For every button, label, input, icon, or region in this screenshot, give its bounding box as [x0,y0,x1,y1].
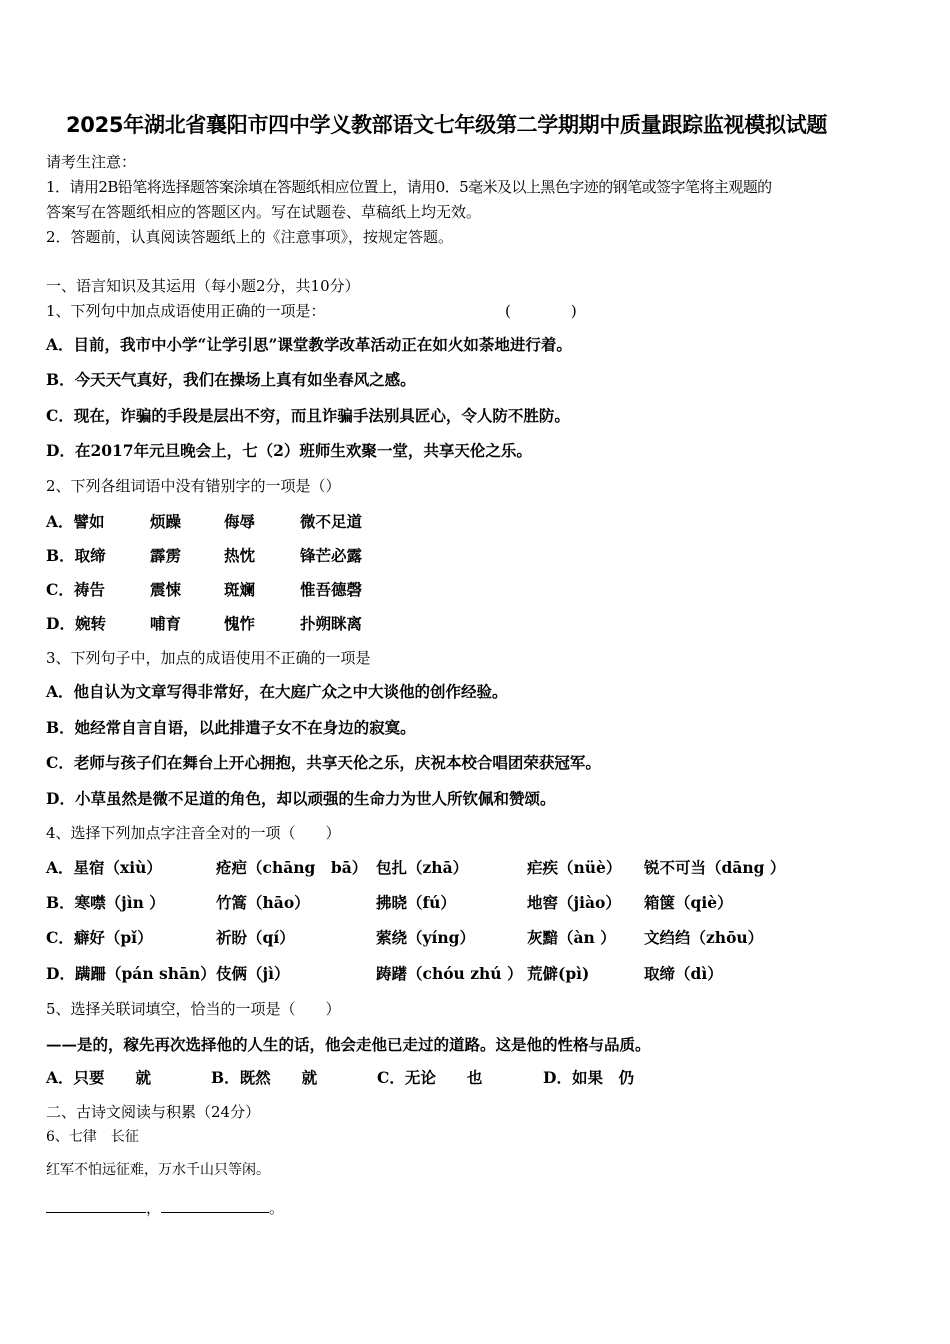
q3-option-b: B．她经常自言自语，以此排遣子女不在身边的寂寞。 [46,718,416,737]
notice-line-2: 答案写在答题纸相应的答题区内。写在试题卷、草稿纸上均无效。 [46,203,482,221]
q2-row-c: C．祷告 震悚 斑斓 惟吾德磬 [46,580,363,599]
q1-answer-paren: ( ) [505,302,577,320]
q2-row-b: B．取缔 霹雳 热忱 锋芒必露 [46,546,363,565]
q3-option-d: D．小草虽然是微不足道的角色，却以顽强的生命力为世人所钦佩和赞颂。 [46,789,556,808]
notice-line-3: 2．答题前，认真阅读答题纸上的《注意事项》，按规定答题。 [46,228,454,246]
q2-row-a: A．譬如 烦躁 侮辱 微不足道 [46,512,363,531]
q1-option-b: B．今天天气真好，我们在操场上真有如坐春风之感。 [46,370,416,389]
q3-option-a: A．他自认为文章写得非常好，在大庭广众之中大谈他的创作经验。 [46,682,508,701]
section-2-heading: 二、古诗文阅读与积累（24分） [46,1103,261,1121]
q5-stem: 5、选择关联词填空，恰当的一项是（ ） [46,1000,341,1018]
q2-row-d: D．婉转 哺育 愧怍 扑朔眯离 [46,614,363,633]
section-1-heading: 一、语言知识及其运用（每小题2分，共10分） [46,277,360,295]
q4-row-d: D．蹒跚（pán shān）伎俩（jì） 踌躇（chóu zhú ） 荒僻(pì) 取缔（dì） [46,964,723,983]
q4-row-a: A．星宿（xiù） 疮疤（chāng bā） 包扎（zhā） 疟疾（nüè） 锐不可当（dāng ） [46,858,786,877]
notice-line-1: 1．请用2B铅笔将选择题答案涂填在答题纸相应位置上，请用0．5毫米及以上黑色字迹的钢笔或签字笔将主观题的 [46,178,772,196]
q2-stem: 2、下列各组词语中没有错别字的一项是（） [46,477,341,495]
q4-stem: 4、选择下列加点字注音全对的一项（ ） [46,824,341,842]
notice-heading: 请考生注意： [46,153,137,171]
q6-blank-2[interactable] [161,1198,269,1213]
q5-option-d: D．如果 仍 [543,1068,634,1087]
q5-option-c: C．无论 也 [377,1068,483,1087]
q4-row-c: C．癖好（pǐ） 祈盼（qí） 萦绕（yíng） 灰黯（àn ） 文绉绉（zhōu） [46,928,764,947]
q4-row-b: B．寒噤（jìn ） 竹篙（hāo） 拂晓（fú） 地窖（jiào） 箱箧（qiè） [46,893,733,912]
q5-sentence: ——是的，稼先再次选择他的人生的话，他会走他已走过的道路。这是他的性格与品质。 [46,1035,651,1054]
exam-title: 2025年湖北省襄阳市四中学义教部语文七年级第二学期期中质量跟踪监视模拟试题 [66,113,828,137]
q5-option-b: B．既然 就 [211,1068,318,1087]
q6-poem-line: 红军不怕远征难，万水千山只等闲。 [46,1162,270,1178]
q5-option-a: A．只要 就 [46,1068,152,1087]
q3-stem: 3、下列句子中，加点的成语使用不正确的一项是 [46,649,371,667]
q5-options [46,1070,634,1086]
q1-option-c: C．现在，诈骗的手段是层出不穷，而且诈骗手法别具匠心，令人防不胜防。 [46,406,570,425]
q3-option-c: C．老师与孩子们在舞台上开心拥抱，共享天伦之乐，庆祝本校合唱团荣获冠军。 [46,753,601,772]
q6-fill-line: ， 。 [46,1198,284,1216]
q1-stem: 1、下列句中加点成语使用正确的一项是： [46,302,326,320]
q6-blank-1[interactable] [46,1198,146,1213]
q6-stem: 6、七律 长征 [46,1129,139,1145]
q1-option-d: D．在2017年元旦晚会上，七（2）班师生欢聚一堂，共享天伦之乐。 [46,441,532,460]
q1-option-a: A．目前，我市中小学“让学引思”课堂教学改革活动正在如火如荼地进行着。 [46,335,572,354]
